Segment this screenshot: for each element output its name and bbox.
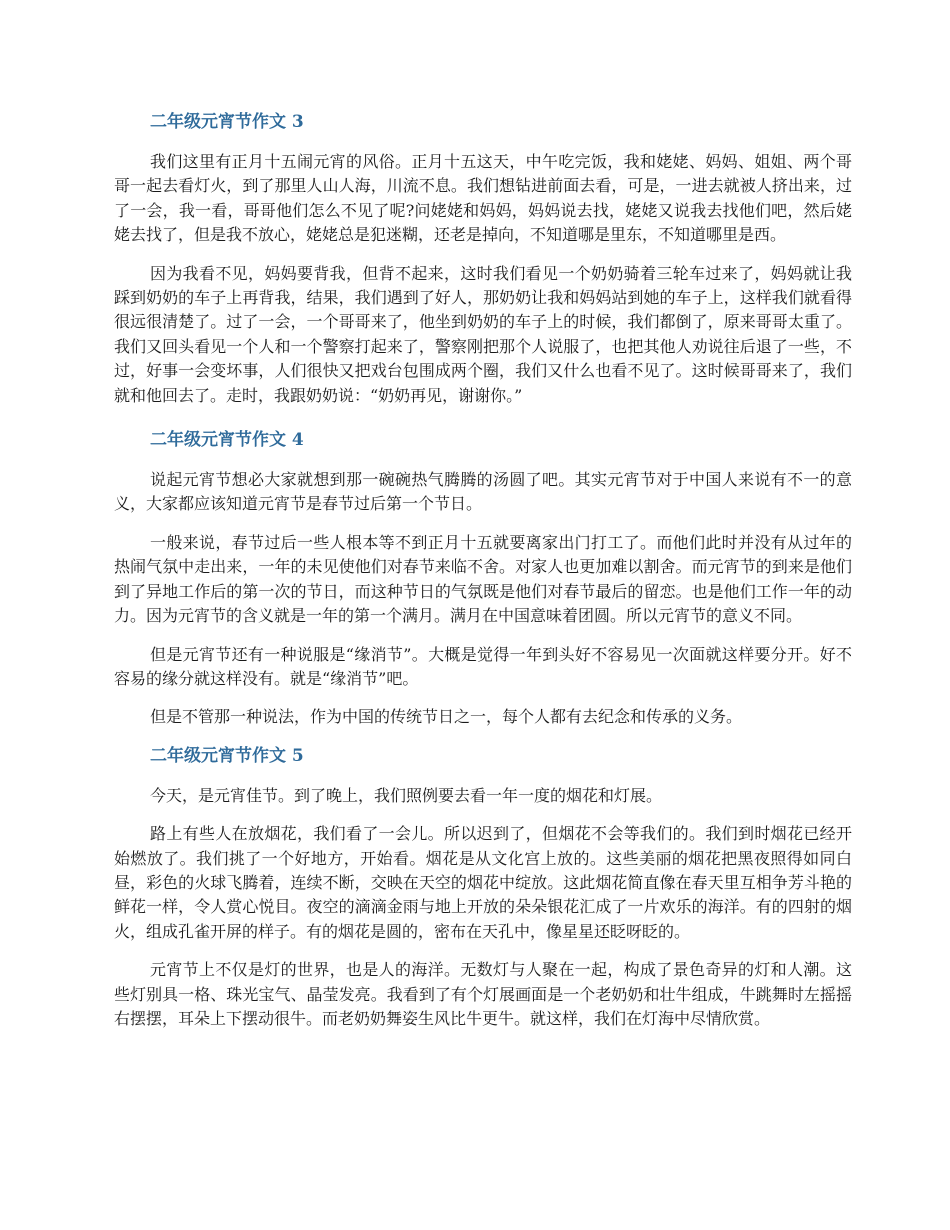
document-page [114,104,852,1045]
paragraph: 路上有些人在放烟花，我们看了一会儿。所以迟到了，但烟花不会等我们的。我们到时烟花已经开始燃放了。我们挑了一个好地方，开始看。烟花是从文化宫上放的。这些美丽的烟花把黑夜照得如同白昼，彩色的火球飞腾着，连续不断，交映在天空的烟花中绽放。这此烟花简直像在春天里互相争芳斗艳的鲜花一样，令人赏心悦目。夜空的滴滴金雨与地上开放的朵朵银花汇成了一片欢乐的海洋。有的四射的烟火，组成孔雀开屏的样子。有的烟花是圆的，密布在天孔中，像星星还眨呀眨的。 [114,824,852,941]
section-title-essay-3: 二年级元宵节作文 3 [150,112,304,132]
paragraph: 说起元宵节想必大家就想到那一碗碗热气腾腾的汤圆了吧。其实元宵节对于中国人来说有不一的意义，大家都应该知道元宵节是春节过后第一个节日。 [114,470,852,514]
paragraph: 但是不管那一种说法，作为中国的传统节日之一，每个人都有去纪念和传承的义务。 [150,707,743,727]
paragraph: 因为我看不见，妈妈要背我，但背不起来，这时我们看见一个奶奶骑着三轮车过来了，妈妈就让我踩到奶奶的车子上再背我，结果，我们遇到了好人，那奶奶让我和妈妈站到她的车子上，这样我们就看得很远很清楚了。过了一会，一个哥哥来了，他坐到奶奶的车子上的时候，我们都倒了，原来哥哥太重了。我们又回头看见一个人和一个警察打起来了，警察刚把那个人说服了，也把其他人劝说往后退了一些，不过，好事一会变坏事，人们很快又把戏台包围成两个圈，我们又什么也看不见了。这时候哥哥来了，我们就和他回去了。走时，我跟奶奶说：“奶奶再见，谢谢你。” [114,263,852,405]
section-title-essay-5: 二年级元宵节作文 5 [150,745,304,766]
paragraph: 一般来说，春节过后一些人根本等不到正月十五就要离家出门打工了。而他们此时并没有从过年的热闹气氛中走出来，一年的未见使他们对春节来临不舍。对家人也更加难以割舍。而元宵节的到来是他们到了异地工作后的第一次的节日，而这种节日的气氛既是他们对春节最后的留恋。也是他们工作一年的动力。因为元宵节的含义就是一年的第一个满月。满月在中国意味着团圆。所以元宵节的意义不同。 [114,532,852,626]
section-title-essay-4: 二年级元宵节作文 4 [150,430,304,451]
paragraph: 但是元宵节还有一种说服是“缘消节”。大概是觉得一年到头好不容易见一次面就这样要分开。好不容易的缘分就这样没有。就是“缘消节”吧。 [114,644,852,688]
paragraph: 今天，是元宵佳节。到了晚上，我们照例要去看一年一度的烟花和灯展。 [150,785,663,805]
paragraph: 我们这里有正月十五闹元宵的风俗。正月十五这天，中午吃完饭，我和姥姥、妈妈、姐姐、两个哥哥一起去看灯火，到了那里人山人海，川流不息。我们想钻进前面去看，可是，一进去就被人挤出来，过了一会，我一看，哥哥他们怎么不见了呢?问姥姥和妈妈，妈妈说去找，姥姥又说我去找他们吧，然后姥姥去找了，但是我不放心，姥姥总是犯迷糊，还老是掉向，不知道哪是里东，不知道哪里是西。 [114,152,852,245]
paragraph: 元宵节上不仅是灯的世界，也是人的海洋。无数灯与人聚在一起，构成了景色奇异的灯和人潮。这些灯别具一格、珠光宝气、晶莹发亮。我看到了有个灯展画面是一个老奶奶和壮牛组成，牛跳舞时左摇摇右摆摆，耳朵上下摆动很牛。而老奶奶舞姿生风比牛更牛。就这样，我们在灯海中尽情欣赏。 [114,960,852,1028]
